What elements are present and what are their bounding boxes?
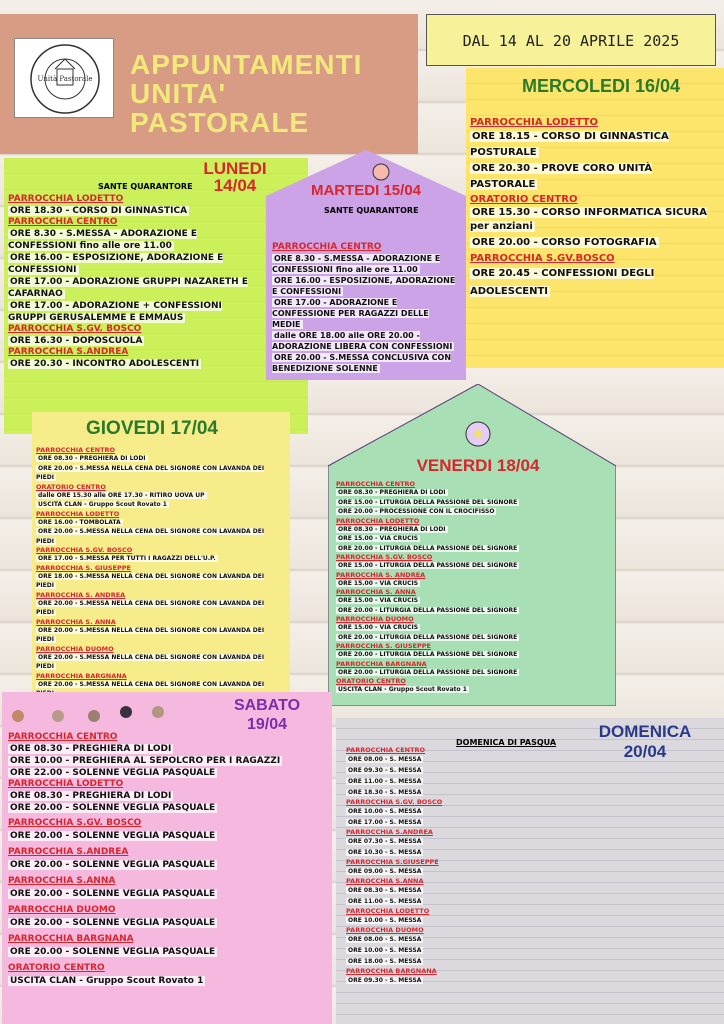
section-title: PARROCCHIA LODETTO [36, 509, 120, 518]
list-item: ORE 15.30 - CORSO INFORMATICA SICURA per anziani [470, 207, 707, 232]
sunday-subtitle: DOMENICA DI PASQUA [456, 738, 557, 747]
list-item: ORE 20.00 - S.MESSA CONCLUSIVA CON BENEDIZIONE SOLENNE [272, 353, 452, 373]
section-title: PARROCCHIA BARGNANA [8, 934, 134, 944]
logo-text: Unità Pastorale [37, 75, 93, 83]
section-title: PARROCCHIA S.GV. BOSCO [336, 553, 433, 561]
section-title: PARROCCHIA DUOMO [336, 615, 414, 623]
sunday-title: DOMENICA 20/04 [598, 722, 692, 761]
list-item: ORE 08.30 - PREGHIERA DI LODI [338, 525, 446, 533]
list-item: ORE 15.00 - LITURGIA DELLA PASSIONE DEL SIGNORE [338, 498, 518, 506]
list-item: ORE 22.00 - SOLENNE VEGLIA PASQUALE [10, 768, 216, 778]
section-title: PARROCCHIA CENTRO [8, 732, 118, 742]
list-item: ORE 08.30 - PREGHIERA DI LODI [38, 455, 146, 462]
list-item: ORE 18.30 - CORSO DI GINNASTICA [10, 206, 188, 216]
pin-icon [120, 706, 132, 718]
page-title: APPUNTAMENTI UNITA' PASTORALE [130, 49, 363, 138]
list-item: ORE 08.30 - PREGHIERA DI LODI [10, 744, 172, 754]
section-title: PARROCCHIA S.GIUSEPPE [346, 858, 439, 866]
friday-list [336, 480, 606, 695]
saturday-list [8, 732, 308, 988]
section-title: ORATORIO CENTRO [36, 482, 106, 491]
list-item: ORE 20.00 - LITURGIA DELLA PASSIONE DEL SIGNORE [338, 544, 518, 552]
section-title: PARROCCHIA S. ANDREA [36, 590, 126, 599]
list-item: ORE 20.00 - LITURGIA DELLA PASSIONE DEL SIGNORE [338, 651, 518, 658]
section-title: PARROCCHIA CENTRO [336, 480, 416, 488]
list-item: dalle ORE 15.30 alle ORE 17.30 - RITIRO UOVA UP [38, 491, 205, 499]
tuesday-list [272, 242, 460, 374]
section-title: PARROCCHIA S.ANDREA [8, 847, 129, 857]
list-item: ORE 20.00 - LITURGIA DELLA PASSIONE DEL SIGNORE [338, 668, 518, 676]
section-title: PARROCCHIA LODETTO [470, 117, 599, 128]
list-item: ORE 20.00 - SOLENNE VEGLIA PASQUALE [10, 947, 216, 957]
section-title: PARROCCHIA S.GV. BOSCO [346, 798, 443, 806]
section-title: PARROCCHIA S.ANDREA [346, 828, 433, 836]
section-title: PARROCCHIA S. ANNA [336, 588, 416, 596]
list-item: ORE 08.30 - S. MESSA [348, 887, 422, 894]
section-title: PARROCCHIA BARGNANA [36, 671, 127, 680]
section-title: PARROCCHIA CENTRO [346, 746, 426, 754]
list-item: ORE 08.00 - S. MESSA [348, 756, 422, 763]
list-item: ORE 08.30 - PREGHIERA DI LODI [338, 489, 446, 496]
list-item: ORE 16.30 - DOPOSCUOLA [10, 336, 143, 346]
list-item: ORE 20.00 - CORSO FOTOGRAFIA [472, 237, 657, 248]
sunday-card [336, 718, 724, 1024]
monday-title: LUNEDI 14/04 [203, 159, 267, 195]
wednesday-list [470, 116, 720, 301]
section-title: ORATORIO CENTRO [470, 194, 578, 205]
section-title: PARROCCHIA CENTRO [8, 217, 118, 227]
list-item: ORE 18.15 - CORSO DI GINNASTICA POSTURALE [470, 131, 669, 158]
section-title: PARROCCHIA S.GV.BOSCO [470, 253, 615, 264]
list-item: ORE 07.30 - S. MESSA [348, 838, 422, 845]
list-item: USCITA CLAN - Gruppo Scout Rovato 1 [38, 501, 167, 508]
list-item: ORE 20.00 - PROCESSIONE CON IL CROCIFISSO [338, 508, 495, 515]
list-item: ORE 15.00 - VIA CRUCIS [338, 535, 419, 542]
section-title: ORATORIO CENTRO [8, 963, 105, 973]
section-title: PARROCCHIA BARGNANA [336, 659, 427, 668]
section-title: PARROCCHIA S.ANDREA [8, 347, 129, 357]
section-title: PARROCCHIA S.GV. BOSCO [8, 818, 142, 828]
monday-subtitle: SANTE QUARANTORE [98, 182, 193, 191]
section-title: PARROCCHIA DUOMO [346, 926, 424, 934]
sunday-list [346, 746, 546, 986]
list-item: ORE 20.00 - S.MESSA NELLA CENA DEL SIGNORE CON LAVANDA DEI PIEDI [36, 528, 265, 545]
list-item: ORE 18.00 - S.MESSA NELLA CENA DEL SIGNORE CON LAVANDA DEI PIEDI [36, 572, 265, 589]
list-item: ORE 16.00 - TOMBOLATA [38, 518, 121, 526]
section-title: PARROCCHIA S. ANDREA [336, 570, 426, 579]
list-item: ORE 16.00 - ESPOSIZIONE, ADORAZIONE E CONFESSIONI [272, 276, 456, 296]
section-title: PARROCCHIA S.GV. BOSCO [8, 324, 142, 334]
section-title: PARROCCHIA LODETTO [8, 779, 124, 789]
tuesday-card [266, 150, 466, 380]
pin-icon [152, 706, 164, 718]
thursday-title: GIOVEDI 17/04 [85, 418, 218, 439]
friday-title: VENERDI 18/04 [416, 456, 540, 475]
list-item: ORE 20.00 - SOLENNE VEGLIA PASQUALE [10, 889, 216, 899]
section-title: ORATORIO CENTRO [336, 677, 406, 685]
list-item: ORE 09.00 - S. MESSA [348, 868, 422, 875]
list-item: ORE 10.00 - S. MESSA [348, 947, 422, 954]
section-title: PARROCCHIA CENTRO [272, 242, 382, 252]
list-item: ORE 10.00 - S. MESSA [348, 808, 422, 815]
thursday-list [36, 446, 286, 699]
saturday-title: SABATO 19/04 [233, 697, 301, 733]
list-item: ORE 20.00 - SOLENNE VEGLIA PASQUALE [10, 918, 216, 928]
list-item: ORE 20.00 - LITURGIA DELLA PASSIONE DEL SIGNORE [338, 633, 518, 641]
list-item: dalle ORE 18.00 alle ORE 20.00 - ADORAZIONE LIBERA CON CONFESSIONI [272, 331, 453, 351]
pin-icon [52, 710, 64, 722]
section-title: PARROCCHIA S.GV. BOSCO [36, 546, 133, 554]
list-item: ORE 15.00 - VIA CRUCIS [338, 597, 419, 604]
list-item: ORE 20.00 - S.MESSA NELLA CENA DEL SIGNORE CON LAVANDA DEI PIEDI [36, 599, 265, 616]
monday-card [4, 158, 308, 434]
thursday-card [32, 412, 290, 712]
list-item: ORE 20.00 - S.MESSA NELLA CENA DEL SIGNORE CON LAVANDA DEI PIEDI [36, 626, 265, 643]
unita-pastorale-logo [14, 38, 114, 118]
list-item: ORE 11.00 - S. MESSA [348, 898, 422, 905]
list-item: ORE 20.00 - SOLENNE VEGLIA PASQUALE [10, 831, 216, 841]
section-title: PARROCCHIA DUOMO [8, 905, 116, 915]
list-item: ORE 20.00 - S.MESSA NELLA CENA DEL SIGNORE CON LAVANDA DEI PIEDI [36, 653, 265, 670]
pin-icon [88, 710, 100, 722]
section-title: PARROCCHIA CENTRO [36, 446, 116, 454]
list-item: ORE 20.00 - SOLENNE VEGLIA PASQUALE [10, 860, 216, 870]
list-item: USCITA CLAN - Gruppo Scout Rovato 1 [338, 686, 467, 693]
tuesday-subtitle: SANTE QUARANTORE [324, 206, 419, 215]
wednesday-card [466, 68, 724, 368]
section-title: PARROCCHIA LODETTO [346, 907, 430, 915]
date-range-badge: DAL 14 AL 20 APRILE 2025 [426, 14, 716, 66]
section-title: PARROCCHIA S.ANNA [8, 876, 116, 886]
list-item: ORE 11.00 - S. MESSA [348, 778, 422, 785]
section-title: PARROCCHIA LODETTO [8, 194, 124, 204]
list-item: ORE 18.30 - S. MESSA [348, 789, 422, 796]
list-item: ORE 20.00 - SOLENNE VEGLIA PASQUALE [10, 803, 216, 813]
list-item: ORE 18.00 - S. MESSA [348, 958, 422, 965]
list-item: ORE 20.00 - S.MESSA NELLA CENA DEL SIGNORE CON LAVANDA DEI PIEDI [36, 464, 265, 481]
list-item: ORE 17.00 - ADORAZIONE + CONFESSIONI GRUPPI GERUSALEMME E EMMAUS [8, 301, 222, 323]
list-item: ORE 17.00 - S. MESSA [348, 819, 422, 826]
list-item: ORE 17.00 - S.MESSA PER TUTTI I RAGAZZI DELL'U.P. [38, 555, 216, 562]
pin-icon [12, 710, 24, 722]
section-title: PARROCCHIA DUOMO [36, 644, 114, 653]
list-item: USCITA CLAN - Gruppo Scout Rovato 1 [10, 976, 204, 986]
list-item: ORE 08.30 - PREGHIERA DI LODI [10, 791, 172, 801]
saturday-card [2, 692, 332, 1024]
list-item: ORE 09.30 - S. MESSA [348, 767, 422, 774]
list-item: ORE 8.30 - S.MESSA - ADORAZIONE E CONFESSIONI fino alle ore 11.00 [272, 254, 441, 274]
list-item: ORE 20.00 - S.MESSA NELLA CENA DEL SIGNORE CON LAVANDA DEI [36, 680, 286, 699]
section-title: PARROCCHIA S. GIUSEPPE [36, 563, 131, 572]
section-title: PARROCCHIA S.ANNA [346, 877, 424, 885]
section-title: PARROCCHIA S. GIUSEPPE [336, 642, 431, 650]
list-item: ORE 09.30 - S. MESSA [348, 977, 422, 984]
list-item: ORE 20.00 - LITURGIA DELLA PASSIONE DEL SIGNORE [338, 606, 518, 614]
tuesday-title: MARTEDI 15/04 [310, 182, 422, 199]
list-item: ORE 8.30 - S.MESSA - ADORAZIONE E CONFESSIONI fino alle ore 11.00 [8, 229, 198, 251]
list-item: ORE 15.00 - LITURGIA DELLA PASSIONE DEL SIGNORE [338, 562, 518, 569]
list-item: ORE 10.30 - S. MESSA [348, 849, 422, 856]
section-title: PARROCCHIA LODETTO [336, 516, 420, 525]
list-item: ORE 15.00 - VIA CRUCIS [338, 579, 419, 587]
monday-list [8, 194, 248, 370]
list-item: ORE 16.00 - ESPOSIZIONE, ADORAZIONE E CONFESSIONI [8, 253, 224, 275]
section-title: PARROCCHIA S. ANNA [36, 617, 116, 626]
list-item: ORE 15.00 - VIA CRUCIS [338, 624, 419, 631]
section-title: PARROCCHIA BARGNANA [346, 967, 437, 975]
list-item: ORE 08.00 - S. MESSA [348, 936, 422, 943]
list-item: ORE 20.30 - INCONTRO ADOLESCENTI [10, 359, 200, 369]
friday-card [328, 384, 616, 706]
list-item: ORE 10.00 - PREGHIERA AL SEPOLCRO PER I RAGAZZI [10, 756, 281, 766]
list-item: ORE 20.30 - PROVE CORO UNITÀ PASTORALE [470, 163, 653, 190]
list-item: ORE 10.00 - S. MESSA [348, 917, 422, 924]
wednesday-title: MERCOLEDI 16/04 [521, 76, 681, 96]
list-item: ORE 20.45 - CONFESSIONI DEGLI ADOLESCENTI [470, 268, 655, 297]
list-item: ORE 17.00 - ADORAZIONE E CONFESSIONE PER RAGAZZI DELLE MEDIE [272, 298, 429, 329]
list-item: ORE 17.00 - ADORAZIONE GRUPPI NAZARETH E CAFARNAO [8, 277, 248, 299]
